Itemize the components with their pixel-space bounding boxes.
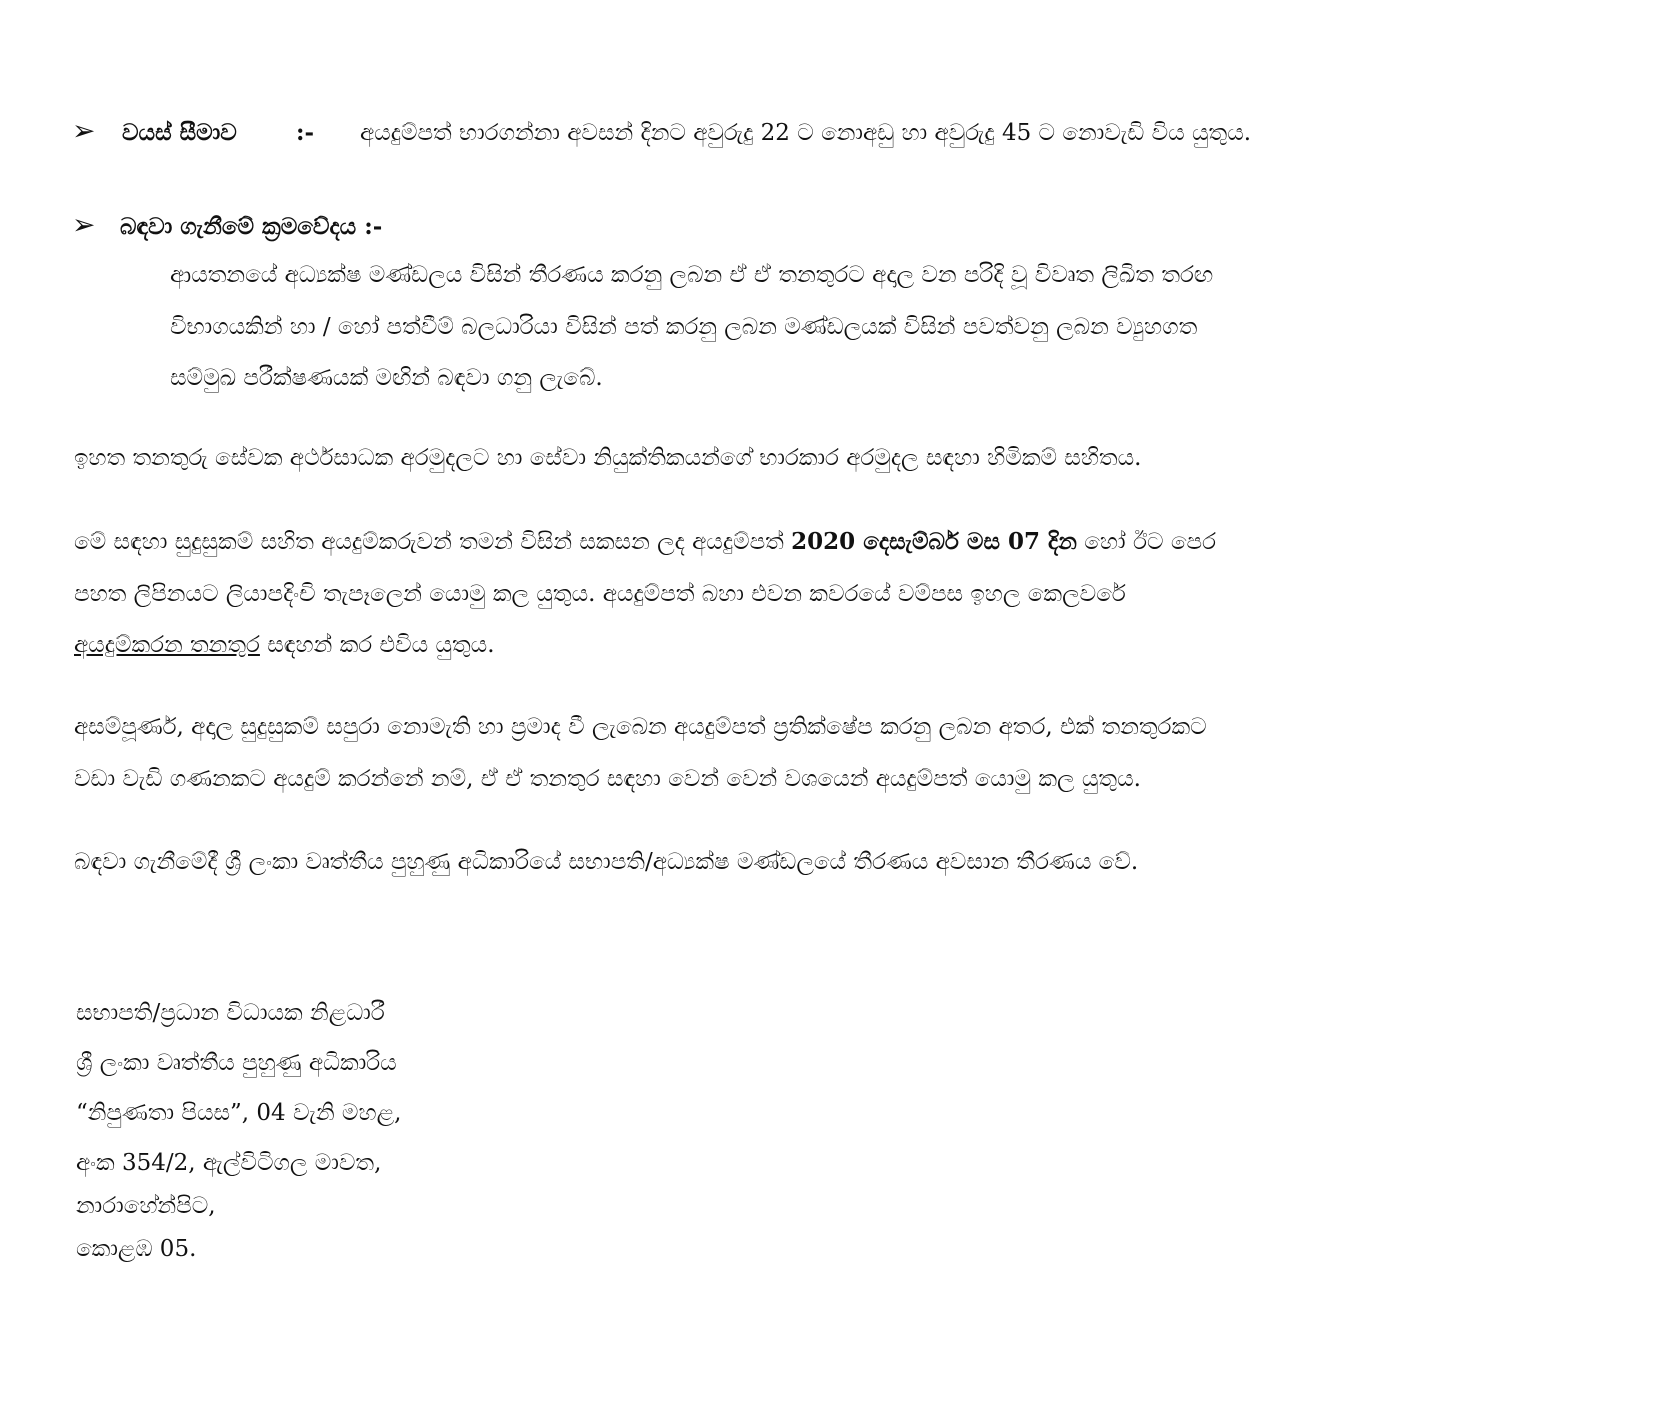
application-line-1-text: මේ සඳහා සුදුසුකම් සහිත අයදුම්කරුවන් තමන් විසින් සකසන ලද අයදුම්පත් — [74, 529, 792, 555]
address-city: කොළඹ 05. — [76, 1236, 197, 1262]
address-building: “නිපුණතා පියස”, 04 වැනි මහළ, — [76, 1100, 402, 1126]
application-deadline: 2020 දෙසැම්බර් මස 07 දින — [791, 528, 1077, 555]
application-line-1-end: හෝ ඊට පෙර — [1076, 529, 1216, 555]
bullet-arrow-icon: ➢ — [72, 114, 96, 147]
age-limit-text: අයදුම්පත් භාරගන්නා අවසන් දිනට අවුරුදු 22 ට නොඅඩු හා අවුරුදු 45 ට නොවැඩි විය යුතුය. — [360, 120, 1252, 146]
final-decision: බඳවා ගැනීමේදී ශ්‍රී ලංකා වෘත්තීය පුහුණු අධිකාරියේ සභාපති/අධ්‍යක්ෂ මණ්ඩලයේ තීරණය අවසාන තීරණය වේ. — [74, 849, 1139, 875]
address-street: අංක 354/2, ඇල්විටිගල මාවත, — [76, 1150, 382, 1176]
rejection-line-2: වඩා වැඩි ගණනකට අයදුම් කරන්නේ නම්, ඒ ඒ තනතුර සඳහා වෙන් වෙන් වශයෙන් අයදුම්පත් යොමු කල යුතුය. — [74, 766, 1141, 792]
address-area: නාරාහේන්පිට, — [76, 1193, 216, 1219]
rejection-line-1: අසම්පූර්ණ, අදාල සුදුසුකම් සපුරා නොමැති හා ප්‍රමාද වී ලැබෙන අයදුම්පත් ප්‍රතික්ෂේප කරනු ලබන අතර, එක් තනතුරකට — [74, 714, 1207, 740]
recruitment-label: බඳවා ගැනීමේ ක්‍රමවේදය :- — [120, 213, 383, 240]
age-limit-separator: :- — [296, 119, 315, 146]
application-line-3 — [74, 628, 1458, 662]
applied-post-underlined: අයදුම්කරන තනතුර — [74, 632, 260, 658]
application-line-3-text: සඳහන් කර එවිය යුතුය. — [259, 632, 495, 658]
fund-note: ඉහත තනතුරු සේවක අර්ථසාධක අරමුදලට හා සේවා නියුක්තිකයන්ගේ භාරකාර අරමුදල සඳහා හිමිකම් සහිතය. — [74, 445, 1142, 471]
signature-title: සභාපති/ප්‍රධාන විධායක නිළධාරී — [76, 1000, 385, 1026]
application-line-2: පහත ලිපිනයට ලියාපදිංචි තැපෑලෙන් යොමු කල යුතුය. අයදුම්පත් බහා එවන කවරයේ වම්පස ඉහල කෙලවරේ — [74, 581, 1126, 607]
application-line-1 — [74, 525, 1458, 559]
recruitment-line-2: විභාගයකින් හා / හෝ පත්වීම් බලධාරියා විසින් පත් කරනු ලබන මණ්ඩලයක් විසින් පවත්වනු ලබන ව්‍යුහගත — [170, 314, 1198, 340]
signature-organization: ශ්‍රී ලංකා වෘත්තීය පුහුණු අධිකාරිය — [76, 1050, 397, 1076]
bullet-arrow-icon: ➢ — [72, 208, 96, 241]
recruitment-line-1: ආයතනයේ අධ්‍යක්ෂ මණ්ඩලය විසින් තීරණය කරනු ලබන ඒ ඒ තනතුරට අදාල වන පරිදි වූ විවෘත ලිඛිත තරඟ — [170, 262, 1214, 288]
recruitment-line-3: සම්මුඛ පරීක්ෂණයක් මඟින් බඳවා ගනු ලැබේ. — [170, 365, 603, 391]
age-limit-label: වයස් සීමාව — [122, 119, 237, 146]
